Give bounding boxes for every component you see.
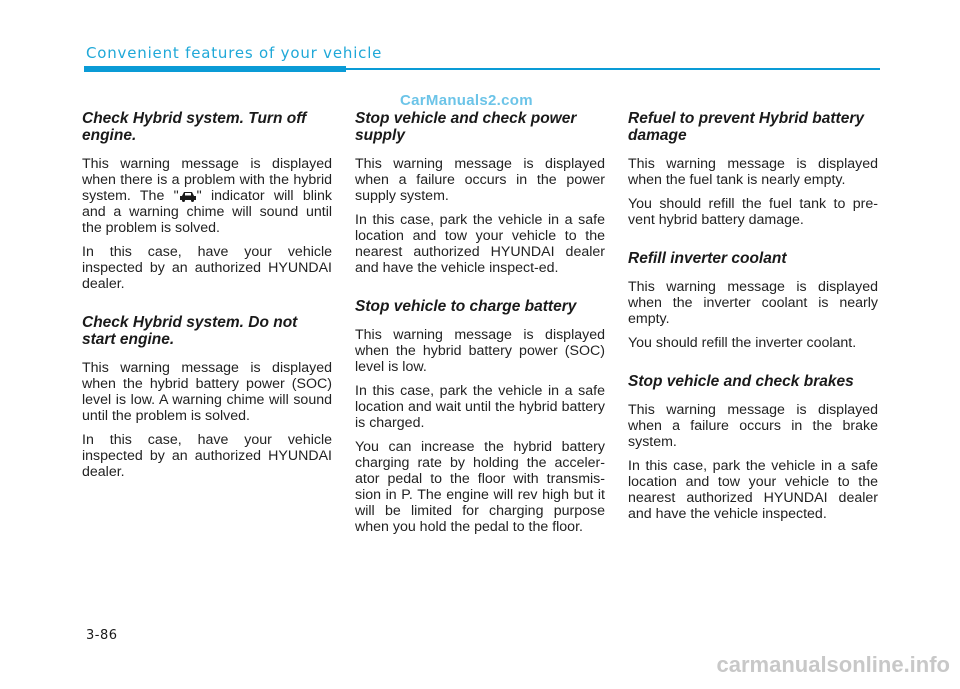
vehicle-warning-icon: [179, 190, 197, 202]
section-charge-battery: [355, 298, 605, 535]
paragraph: You should refill the fuel tank to pre-vent hybrid battery damage.: [628, 196, 878, 228]
paragraph: In this case, park the vehicle in a safe location and tow your vehicle to the nearest authorized HYUNDAI dealer and have the vehicle inspect-ed.: [355, 212, 605, 276]
section-heading: Stop vehicle to charge battery: [355, 298, 577, 315]
paragraph: This warning message is displayed when the hybrid battery power (SOC) level is low. A warning chime will sound until the problem is solved.: [82, 360, 332, 424]
section-heading: Refuel to prevent Hybrid battery damage: [628, 110, 864, 144]
section-heading: Check Hybrid system. Turn off engine.: [82, 110, 307, 144]
text-column-2: [355, 110, 605, 557]
text-column-3: [628, 110, 878, 544]
page-number: 3-86: [86, 628, 118, 643]
paragraph-text: " indicator: [196, 188, 265, 204]
section-heading: Check Hybrid system. Do not start engine.: [82, 314, 298, 348]
section-refuel: [628, 110, 878, 228]
section-check-brakes: [628, 373, 878, 522]
watermark-bottom: carmanualsonline.info: [716, 652, 950, 677]
paragraph: You can increase the hybrid battery charging rate by holding the acceler-ator pedal to the floor with transmis-sion in P. The engine will rev high but it will be limited for charging purpose when you hold the pedal to the floor.: [355, 439, 605, 535]
paragraph: You should refill the inverter coolant.: [628, 335, 857, 351]
section-heading: Stop vehicle and check power supply: [355, 110, 577, 144]
paragraph-text: This warning message is displayed when there is a problem with the hybrid system. The ": [82, 156, 332, 204]
paragraph: This warning message is displayed when the hybrid battery power (SOC) level is low.: [355, 327, 605, 375]
section-check-power-supply: [355, 110, 605, 276]
paragraph: This warning message is displayed when the inverter coolant is nearly empty.: [628, 279, 878, 327]
paragraph-text: will blink and a warning chime will sound until the problem is solved.: [82, 188, 333, 236]
paragraph: In this case, have your vehicle inspected by an authorized HYUNDAI dealer.: [82, 244, 332, 292]
paragraph: This warning message is displayed when the fuel tank is nearly empty.: [628, 156, 878, 188]
header-bar-thick: [84, 66, 346, 72]
paragraph: [82, 156, 332, 236]
section-inverter-coolant: [628, 250, 878, 351]
section-check-hybrid-do-not-start: [82, 314, 332, 480]
section-check-hybrid-turn-off: [82, 110, 332, 292]
header-bar-thin: [346, 68, 880, 70]
paragraph: This warning message is displayed when a failure occurs in the power supply system.: [355, 156, 605, 204]
watermark-top: CarManuals2.com: [400, 92, 533, 109]
paragraph: In this case, park the vehicle in a safe location and tow your vehicle to the nearest authorized HYUNDAI dealer and have the vehicle inspected.: [628, 458, 878, 522]
text-column-1: [82, 110, 332, 502]
paragraph: In this case, have your vehicle inspected by an authorized HYUNDAI dealer.: [82, 432, 332, 480]
paragraph: This warning message is displayed when a failure occurs in the brake system.: [628, 402, 878, 450]
paragraph: In this case, park the vehicle in a safe location and wait until the hybrid battery is charged.: [355, 383, 605, 431]
section-heading: Refill inverter coolant: [628, 250, 787, 267]
section-header-title: Convenient features of your vehicle: [86, 44, 383, 62]
section-heading: Stop vehicle and check brakes: [628, 373, 854, 390]
